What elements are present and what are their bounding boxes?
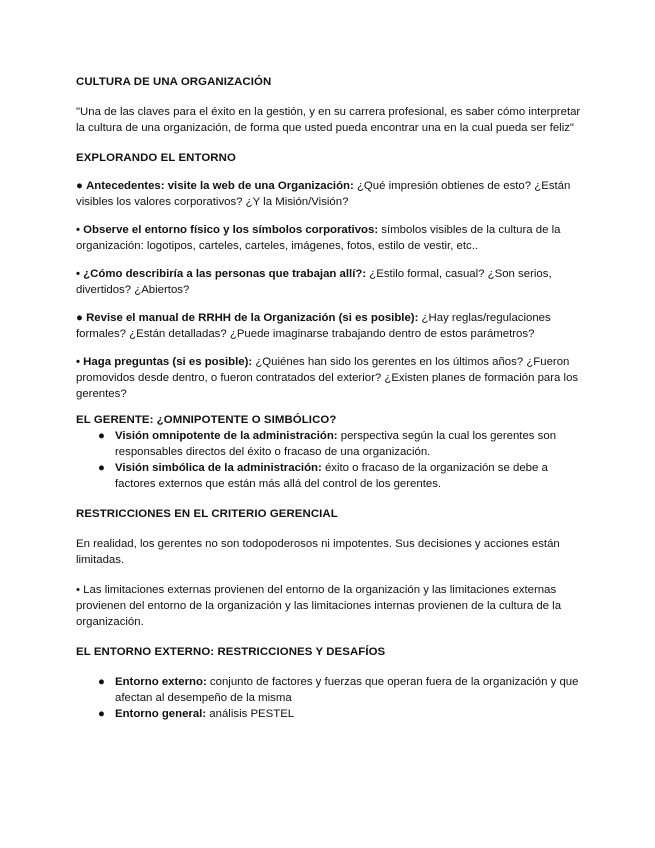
- item-label: Visión simbólica de la administración:: [115, 462, 322, 474]
- bullet-symbol: ●: [98, 430, 105, 442]
- explorando-item-preguntas: [76, 354, 581, 402]
- item-text: ¿Quiénes han sido los gerentes en los últimos años? ¿Fueron promovidos desde dentro, o fueron contratados del exterior? ¿Existen planes de formación para los gerentes?: [76, 356, 579, 400]
- section-title-explorando: EXPLORANDO EL ENTORNO: [76, 152, 236, 164]
- explorando-item-manual-rrhh: [76, 310, 581, 342]
- externo-list: [76, 674, 581, 722]
- bullet-symbol: •: [76, 268, 80, 280]
- item-text: Las limitaciones externas provienen del entorno de la organización y las limitaciones externas provienen del entorno de la organización y las limitaciones internas provienen de la cultura de la organización.: [76, 584, 562, 628]
- list-item: [76, 674, 581, 706]
- section-title-externo: EL ENTORNO EXTERNO: RESTRICCIONES Y DESAFÍOS: [76, 646, 386, 658]
- gerente-list: [76, 428, 581, 492]
- explorando-item-entorno-fisico: [76, 222, 581, 254]
- item-label: Revise el manual de RRHH de la Organización (si es posible):: [86, 312, 419, 324]
- item-label: Visión omnipotente de la administración:: [115, 430, 338, 442]
- bullet-symbol: ●: [76, 312, 83, 324]
- restricciones-bullet-paragraph: [76, 582, 581, 630]
- section-title-gerente: EL GERENTE: ¿OMNIPOTENTE O SIMBÓLICO?: [76, 414, 337, 426]
- item-label: Observe el entorno físico y los símbolos corporativos:: [83, 224, 379, 236]
- cultura-quote: "Una de las claves para el éxito en la gestión, y en su carrera profesional, es saber cómo interpretar la cultura de una organización, de forma que usted pueda encontrar una en la cual pueda ser feliz": [76, 106, 581, 134]
- item-text: ¿Hay reglas/regulaciones formales? ¿Están detalladas? ¿Puede imaginarse trabajando dentro de estos parámetros?: [76, 312, 551, 340]
- list-item: [76, 460, 581, 492]
- section-title-restricciones: RESTRICCIONES EN EL CRITERIO GERENCIAL: [76, 508, 338, 520]
- bullet-symbol: •: [76, 224, 80, 236]
- item-label: Entorno externo:: [115, 676, 207, 688]
- item-label: Antecedentes: visite la web de una Organización:: [86, 180, 354, 192]
- list-item: [76, 706, 581, 722]
- item-label: Entorno general:: [115, 708, 207, 720]
- list-item: [76, 428, 581, 460]
- bullet-symbol: •: [76, 356, 80, 368]
- item-text: símbolos visibles de la cultura de la organización: logotipos, carteles, carteles, imágenes, fotos, estilo de vestir, etc..: [76, 224, 561, 252]
- item-label: Haga preguntas (si es posible):: [83, 356, 253, 368]
- restricciones-paragraph: En realidad, los gerentes no son todopoderosos ni impotentes. Sus decisiones y acciones están limitadas.: [76, 538, 560, 566]
- item-text: perspectiva según la cual los gerentes son responsables directos del éxito o fracaso de una organización.: [115, 430, 557, 458]
- item-text: ¿Qué impresión obtienes de esto? ¿Están visibles los valores corporativos? ¿Y la Misión/Visión?: [76, 180, 571, 208]
- item-text: análisis PESTEL: [206, 708, 295, 720]
- explorando-item-antecedentes: [76, 178, 581, 210]
- bullet-symbol: ●: [98, 462, 105, 474]
- item-text: conjunto de factores y fuerzas que operan fuera de la organización y que afectan al desempeño de la misma: [115, 676, 579, 704]
- item-text: éxito o fracaso de la organización se debe a factores externos que están más allá del control de los gerentes.: [115, 462, 548, 490]
- section-title-cultura: CULTURA DE UNA ORGANIZACIÓN: [76, 76, 272, 88]
- bullet-symbol: ●: [76, 180, 83, 192]
- bullet-symbol: ●: [98, 708, 105, 720]
- document-page: [76, 74, 581, 722]
- bullet-symbol: ●: [98, 676, 105, 688]
- bullet-symbol: •: [76, 584, 80, 596]
- item-label: ¿Cómo describiría a las personas que trabajan allí?:: [83, 268, 367, 280]
- explorando-item-personas: [76, 266, 581, 298]
- item-text: ¿Estilo formal, casual? ¿Son serios, divertidos? ¿Abiertos?: [76, 268, 552, 296]
